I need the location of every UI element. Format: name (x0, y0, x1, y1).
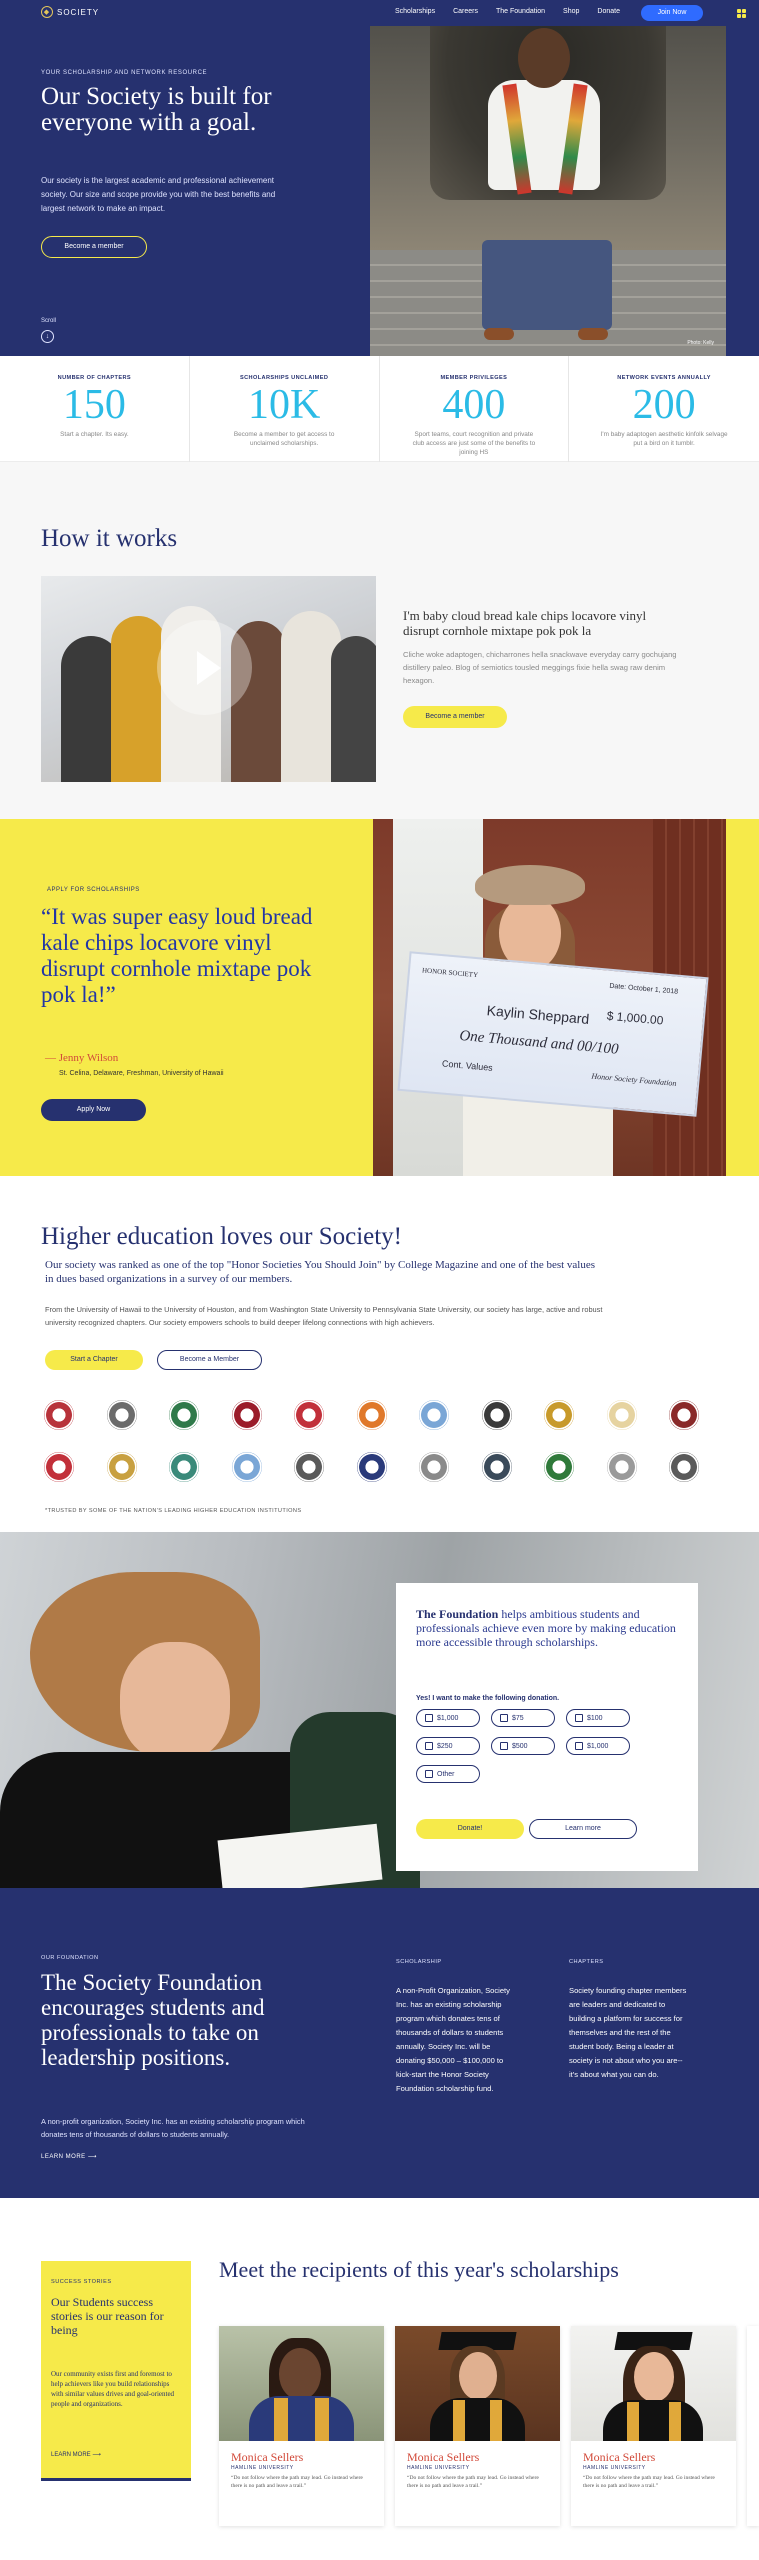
check-org: HONOR SOCIETY (421, 966, 479, 980)
university-seal-icon (607, 1452, 637, 1482)
foundation-learn-more-link[interactable] (41, 2153, 97, 2160)
university-seal-icon (357, 1452, 387, 1482)
donate-heading (416, 1607, 676, 1649)
nav-link-scholarships[interactable]: Scholarships (395, 8, 436, 15)
recipient-card[interactable] (219, 2326, 384, 2526)
stat-desc: Start a chapter. Its easy. (60, 431, 129, 438)
brand-name: SOCIETY (57, 7, 100, 17)
arrow-right-icon: ⟶ (87, 2154, 97, 2160)
recipient-card[interactable] (395, 2326, 560, 2526)
university-seal-icon (107, 1452, 137, 1482)
nav-link-shop[interactable]: Shop (563, 8, 580, 15)
higher-ed-body: From the University of Hawaii to the University of Houston, and from Washington State University to Pennsylvania State University, our society has large, active and robust university recognized chapters. Our society empowers schools to build deeper lifelong connections with high achievers. (45, 1305, 603, 1327)
check-date: Date: October 1, 2018 (609, 982, 679, 996)
how-body: Cliche woke adaptogen, chicharrones hella snackwave everyday carry gochujang distillery paleo. Blog of semiotics tousled meggings fixie hella swag raw denim hexagon. (403, 650, 677, 685)
checkbox-icon (425, 1770, 433, 1778)
recipient-university: HAMLINE UNIVERSITY (583, 2465, 646, 2471)
university-seal-icon (544, 1400, 574, 1430)
university-seal-icon (232, 1452, 262, 1482)
university-seal-icon (107, 1400, 137, 1430)
become-member-button[interactable]: Become a member (41, 236, 147, 258)
success-learn-more-link[interactable] (51, 2451, 101, 2458)
checkbox-icon (575, 1742, 583, 1750)
stat-privileges (380, 356, 570, 462)
how-title: How it works (41, 525, 178, 552)
stat-events (569, 356, 759, 462)
foundation-title: The Society Foundation encourages students and professionals to take on leadership positions. (41, 1970, 265, 2070)
recipient-quote: “Do not follow where the path may lead. Go instead where there is no path and leave a trail.” (407, 2475, 539, 2489)
stat-value: 10K (247, 382, 321, 428)
success-title: Our Students success stories is our reason for being (51, 2295, 164, 2337)
amount-label: $100 (587, 1714, 603, 1722)
scroll-label: Scroll (41, 318, 57, 324)
amount-option[interactable] (566, 1737, 630, 1755)
photo-credit: Photo: Kelly (687, 340, 714, 346)
amount-option[interactable] (416, 1709, 480, 1727)
recipient-name: Monica Sellers (407, 2450, 480, 2464)
university-seal-icon (607, 1400, 637, 1430)
become-member-outline-button[interactable]: Become a Member (157, 1350, 262, 1370)
university-seal-icon (169, 1400, 199, 1430)
recipient-university: HAMLINE UNIVERSITY (231, 2465, 294, 2471)
grid-menu-icon[interactable] (737, 9, 746, 18)
start-chapter-button[interactable]: Start a Chapter (45, 1350, 143, 1370)
foundation-eyebrow: OUR FOUNDATION (41, 1955, 99, 1961)
checkbox-icon (500, 1742, 508, 1750)
recipient-photo (571, 2326, 736, 2441)
stats-row (0, 356, 759, 462)
hero-eyebrow: YOUR SCHOLARSHIP AND NETWORK RESOURCE (41, 70, 208, 76)
university-seal-icon (669, 1400, 699, 1430)
checkbox-icon (425, 1742, 433, 1750)
amount-label: $1,000 (437, 1714, 459, 1722)
stat-scholarships (190, 356, 380, 462)
apply-now-button[interactable]: Apply Now (41, 1099, 146, 1121)
scholarship-eyebrow: SCHOLARSHIP (396, 1959, 442, 1965)
arrow-right-icon: ⟶ (92, 2452, 101, 2458)
trusted-note: *TRUSTED BY SOME OF THE NATION'S LEADING HIGHER EDUCATION INSTITUTIONS (45, 1508, 302, 1514)
scholarship-check (397, 951, 708, 1117)
learn-more-button[interactable]: Learn more (529, 1819, 637, 1839)
donate-heading-rest: helps ambitious students and professionals achieve even more by making education more accessible through scholarships. (416, 1607, 676, 1649)
stat-label: MEMBER PRIVILEGES (440, 375, 508, 381)
stat-label: NETWORK EVENTS ANNUALLY (617, 375, 711, 381)
university-seal-icon (44, 1400, 74, 1430)
recipient-name: Monica Sellers (231, 2450, 304, 2464)
stat-value: 200 (632, 382, 696, 428)
check-payee: Kaylin Sheppard (486, 1002, 590, 1028)
stat-label: NUMBER OF CHAPTERS (57, 375, 132, 381)
check-amount: $ 1,000.00 (606, 1008, 664, 1028)
check-signature: Honor Society Foundation (591, 1071, 677, 1088)
donate-button[interactable]: Donate! (416, 1819, 524, 1839)
nav-link-donate[interactable]: Donate (597, 8, 620, 15)
recipients-title: Meet the recipients of this year's scholarships (219, 2257, 619, 2282)
learn-more-label: LEARN MORE (41, 2154, 86, 2160)
amount-option-other[interactable] (416, 1765, 480, 1783)
chapters-text: Society founding chapter members are leaders and dedicated to building a platform for success for themselves and the rest of the student body. Being a leader at society is not about who you are-- it's about what you can do. (569, 1986, 687, 2079)
nav-link-foundation[interactable]: The Foundation (495, 8, 546, 15)
amount-label: $75 (512, 1714, 524, 1722)
university-seal-icon (357, 1400, 387, 1430)
stat-desc: Become a member to get access to unclaimed scholarships. (233, 431, 335, 447)
stat-desc: Sport teams, court recognition and private club access are just some of the benefits to joining HS (412, 431, 536, 456)
university-seal-icon (232, 1400, 262, 1430)
university-seal-icon (419, 1452, 449, 1482)
hero-text: Our society is the largest academic and professional achievement society. Our size and scope provide you with the best benefits and largest network to make an impact. (41, 176, 276, 213)
university-seal-icon (294, 1400, 324, 1430)
join-now-button[interactable]: Join Now (641, 5, 703, 21)
brand-logo[interactable] (41, 6, 99, 18)
amount-label: $1,000 (587, 1742, 609, 1750)
quote-location: St. Celina, Delaware, Freshman, University of Hawaii (59, 1070, 224, 1077)
quote-side-strip (726, 819, 759, 1176)
success-text: Our community exists first and foremost to help achievers like you build relationships with similar values drives and goal-oriented people and organizations. (51, 2370, 175, 2408)
quote-eyebrow: APPLY FOR SCHOLARSHIPS (47, 887, 140, 893)
foundation-text: A non-profit organization, Society Inc. has an existing scholarship program which donates tens of thousands of dollars to students annually. (41, 2117, 305, 2139)
stat-desc: I'm baby adaptogen aesthetic kinfolk selvage put a bird on it tumblr. (600, 431, 728, 447)
amount-label: $250 (437, 1742, 453, 1750)
scroll-down-icon[interactable]: ↓ (41, 330, 54, 343)
donate-card (396, 1583, 698, 1871)
recipient-card-peek[interactable] (747, 2326, 759, 2526)
amount-label: Other (437, 1770, 455, 1778)
how-become-member-button[interactable]: Become a member (403, 706, 507, 728)
hero-title: Our Society is built for everyone with a goal. (41, 83, 272, 136)
university-seal-icon (44, 1452, 74, 1482)
stat-value: 400 (442, 382, 506, 428)
recipient-photo (219, 2326, 384, 2441)
play-icon (197, 651, 221, 685)
amount-option[interactable] (416, 1737, 480, 1755)
nav-links (395, 8, 620, 15)
stat-value: 150 (62, 382, 126, 428)
recipient-photo (395, 2326, 560, 2441)
checkbox-icon (575, 1714, 583, 1722)
checkbox-icon (425, 1714, 433, 1722)
top-nav (0, 0, 759, 26)
quote-author: — Jenny Wilson (45, 1052, 119, 1064)
amount-option[interactable] (566, 1709, 630, 1727)
recipient-university: HAMLINE UNIVERSITY (407, 2465, 470, 2471)
hero-side-strip (726, 0, 759, 356)
recipient-quote: “Do not follow where the path may lead. Go instead where there is no path and leave a trail.” (231, 2475, 363, 2489)
university-seal-icon (419, 1400, 449, 1430)
donate-heading-bold: The Foundation (416, 1607, 499, 1621)
higher-ed-subtitle: Our society was ranked as one of the top "Honor Societies You Should Join" by College Magazine and one of the best values in dues based organizations in a survey of our members. (45, 1259, 596, 1285)
university-seal-icon (669, 1452, 699, 1482)
checkbox-icon (500, 1714, 508, 1722)
stat-label: SCHOLARSHIPS UNCLAIMED (239, 375, 329, 381)
higher-ed-title: Higher education loves our Society! (41, 1223, 403, 1250)
university-seal-icon (482, 1400, 512, 1430)
hero-photo (370, 0, 726, 356)
nav-link-careers[interactable]: Careers (453, 8, 478, 15)
chapters-eyebrow: CHAPTERS (569, 1959, 604, 1965)
quote-text: “It was super easy loud bread kale chips locavore vinyl disrupt cornhole mixtape pok pok la!” (41, 904, 313, 1007)
donate-question: Yes! I want to make the following donation. (416, 1695, 560, 1702)
amount-option[interactable] (491, 1737, 555, 1755)
amount-option[interactable] (491, 1709, 555, 1727)
testimonial-photo (373, 819, 726, 1176)
learn-more-label: LEARN MORE (51, 2452, 91, 2458)
recipient-name: Monica Sellers (583, 2450, 656, 2464)
stat-chapters (0, 356, 190, 462)
university-seal-icon (169, 1452, 199, 1482)
how-heading: I'm baby cloud bread kale chips locavore vinyl disrupt cornhole mixtape pok pok la (403, 608, 647, 638)
recipient-card[interactable] (571, 2326, 736, 2526)
shield-icon: ◆ (41, 6, 53, 18)
university-seal-icon (544, 1452, 574, 1482)
recipient-quote: “Do not follow where the path may lead. Go instead where there is no path and leave a trail.” (583, 2475, 715, 2489)
scholarship-text: A non-Profit Organization, Society Inc. has an existing scholarship program which donates tens of thousands of dollars to students annually. Society Inc. will be donating $50,000 – $100,000 to kick-start the Honor Society Foundation scholarship fund. (396, 1986, 510, 2093)
university-seal-icon (482, 1452, 512, 1482)
success-card (41, 2261, 191, 2481)
check-memo: Cont. Values (441, 1058, 494, 1073)
success-eyebrow: SUCCESS STORIES (51, 2279, 112, 2285)
check-words: One Thousand and 00/100 (458, 1027, 620, 1058)
amount-label: $500 (512, 1742, 528, 1750)
university-seal-icon (294, 1452, 324, 1482)
